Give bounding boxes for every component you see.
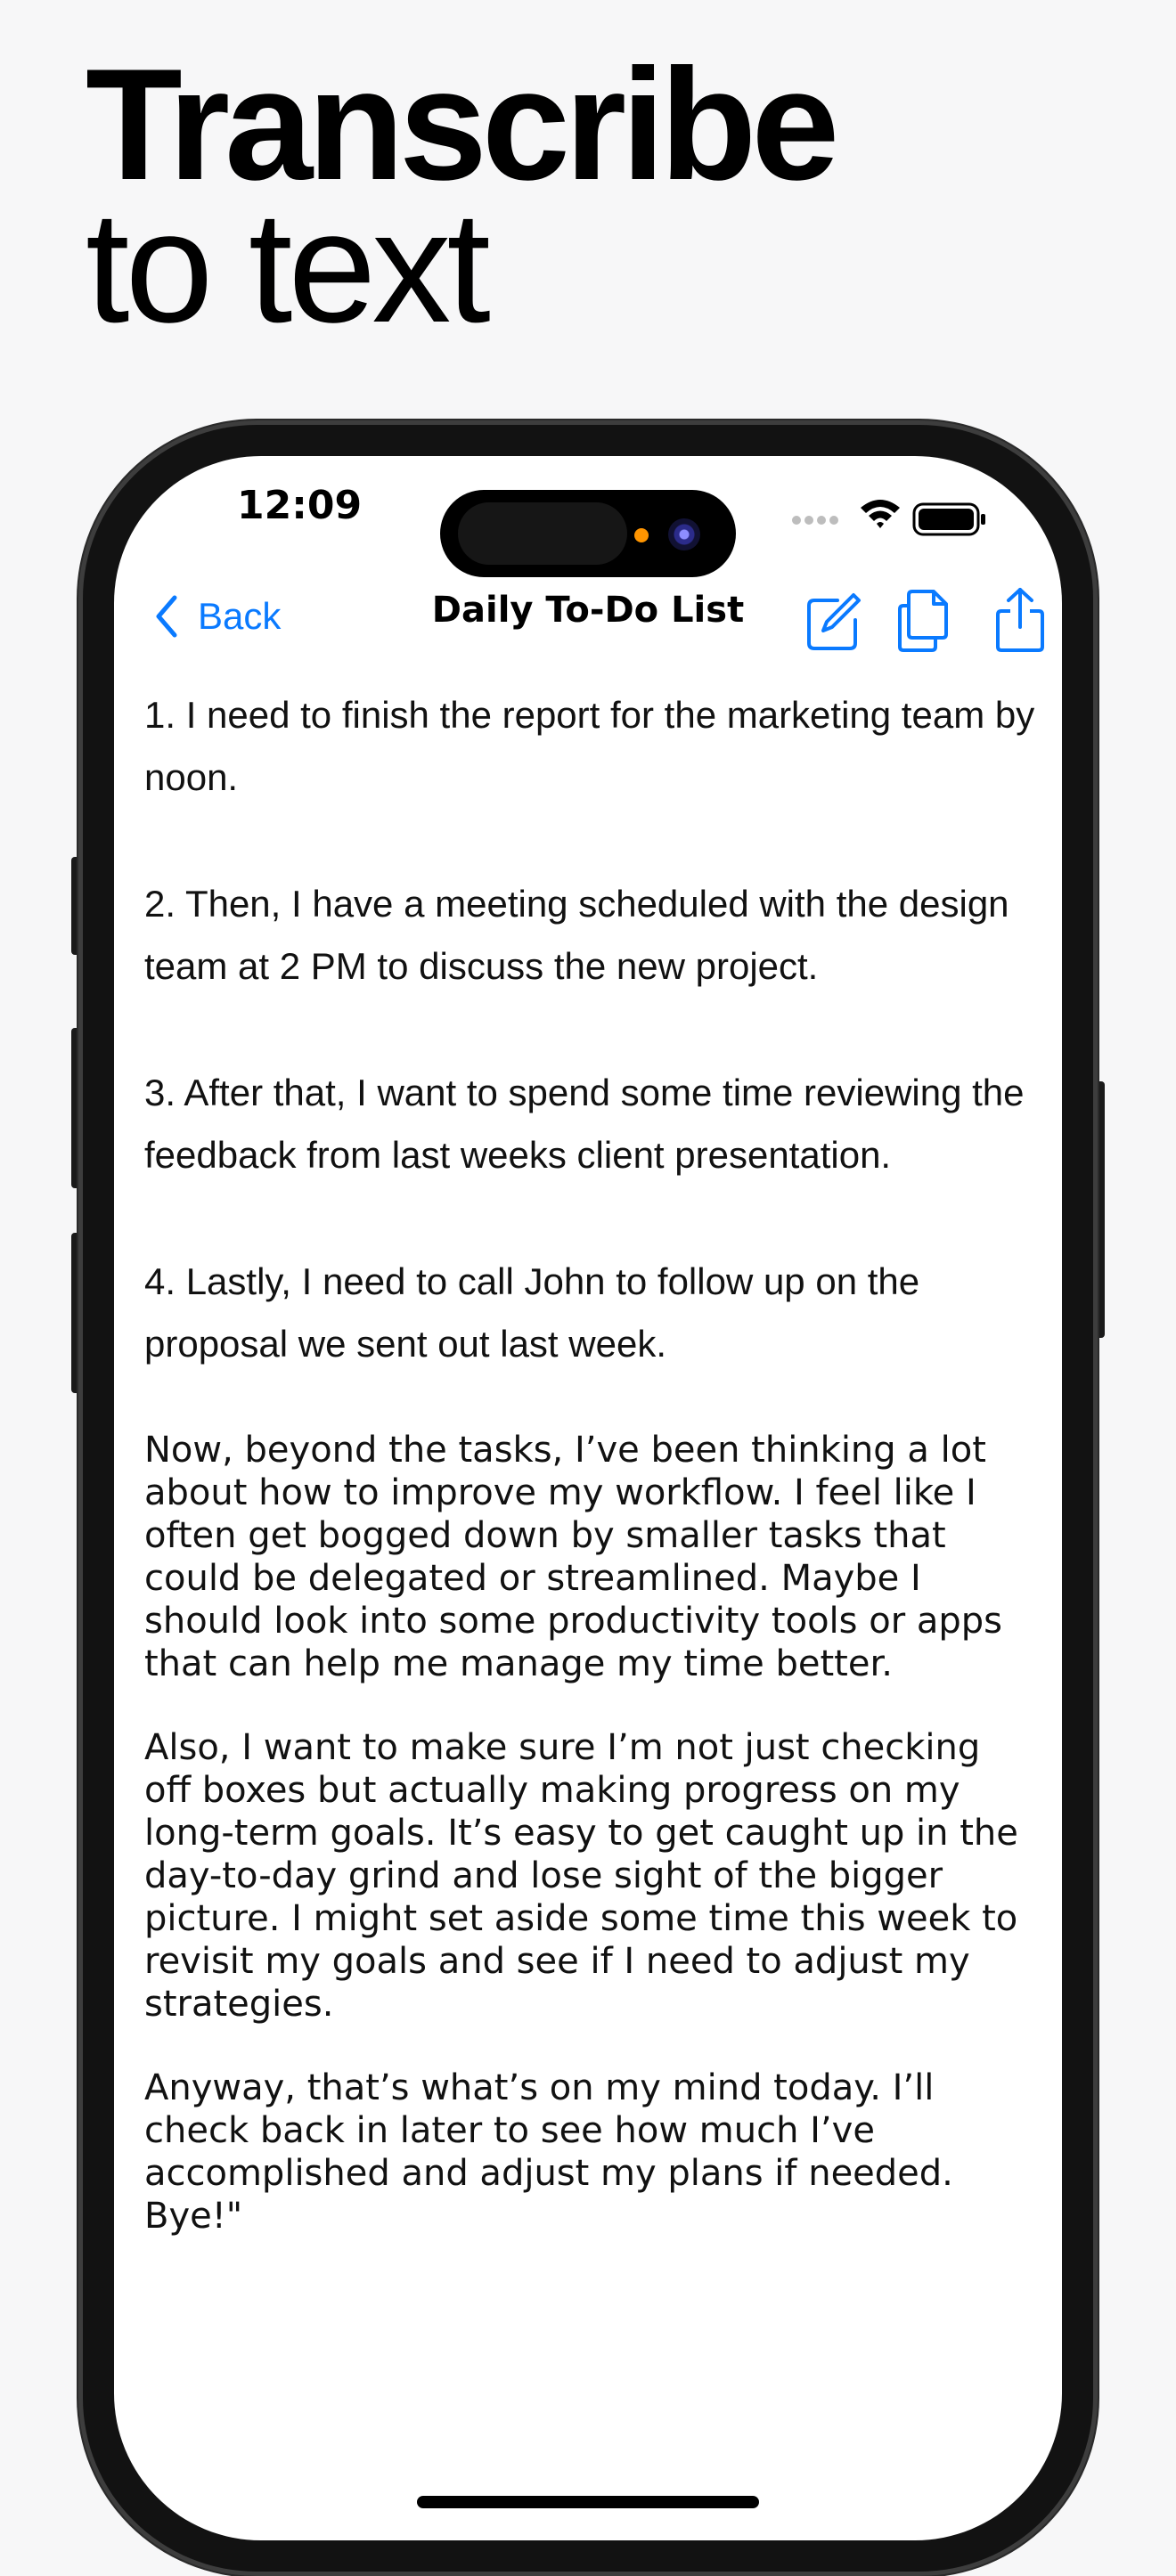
- dynamic-island: [440, 490, 736, 577]
- back-label: Back: [198, 595, 282, 637]
- transcript-paragraph-1: Now, beyond the tasks, I’ve been thinking a lot about how to improve my workflow. I feel like I often get bogged down by smaller tasks that could be delegated or streamlined. Maybe I should look into some productivity tools or apps that can help me manage my time better.: [144, 1430, 1002, 1684]
- share-button[interactable]: [989, 584, 1051, 656]
- headline-line-2: to text: [86, 178, 486, 355]
- headline-line-1: Transcribe: [86, 36, 835, 213]
- copy-icon: [894, 584, 957, 656]
- phone-screen: [114, 456, 1062, 2540]
- edit-button[interactable]: [802, 584, 864, 656]
- home-indicator[interactable]: [417, 2496, 759, 2508]
- cellular-signal-icon: [792, 516, 838, 525]
- island-activity: [458, 502, 627, 565]
- page-title: Daily To-Do List: [431, 590, 745, 631]
- status-time: 12:09: [237, 483, 363, 528]
- todo-item-1: 1. I need to finish the report for the marketing team by noon.: [144, 694, 1035, 798]
- copy-button[interactable]: [894, 584, 957, 656]
- transcript-paragraph-3: Anyway, that’s what’s on my mind today. I’ll check back in later to see how much I’ve accomplished and adjust my plans if needed. Bye!": [144, 2067, 953, 2237]
- share-icon: [989, 584, 1051, 656]
- transcript-body[interactable]: [144, 684, 1035, 2278]
- battery-icon: [914, 504, 985, 534]
- marketing-headline: [86, 36, 835, 355]
- wifi-icon: [861, 500, 900, 528]
- todo-item-2: 2. Then, I have a meeting scheduled with the design team at 2 PM to discuss the new project.: [144, 883, 1009, 987]
- status-icons: [788, 492, 992, 545]
- compose-icon: [802, 584, 864, 656]
- privacy-indicator-dot: [634, 528, 649, 542]
- transcript-paragraph-2: Also, I want to make sure I’m not just checking off boxes but actually making progress on my long-term goals. It’s easy to get caught up in the day-to-day grind and lose sight of the bigger picture. I might set aside some time this week to revisit my goals and see if I need to adjust my strategies.: [144, 1727, 1018, 2025]
- front-camera-icon: [668, 518, 700, 550]
- todo-item-3: 3. After that, I want to spend some time reviewing the feedback from last weeks client presentation.: [144, 1072, 1025, 1176]
- todo-item-4: 4. Lastly, I need to call John to follow up on the proposal we sent out last week.: [144, 1260, 920, 1365]
